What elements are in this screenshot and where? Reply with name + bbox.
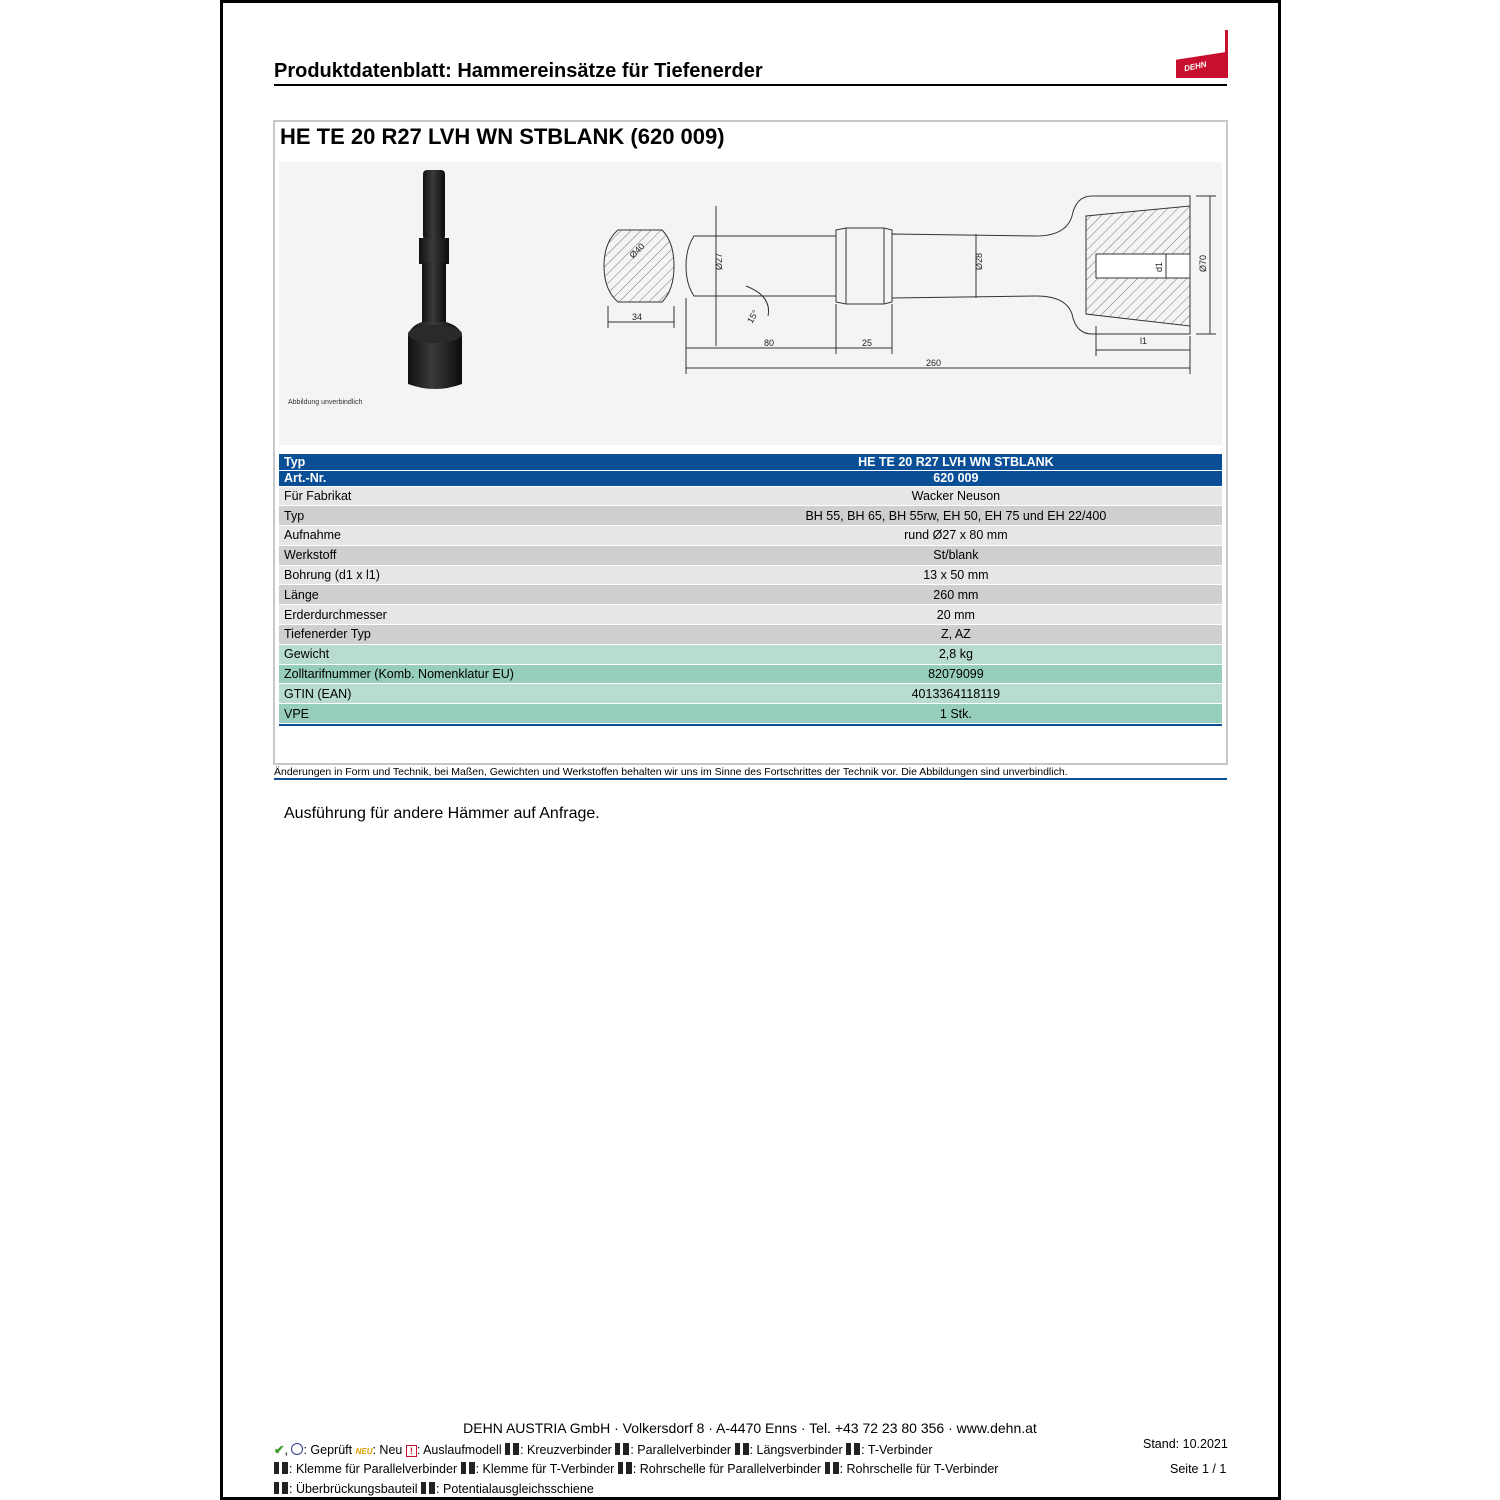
- row-value: Z, AZ: [690, 625, 1222, 645]
- table-row: [279, 704, 1222, 724]
- longitudinal-connector-icon: [735, 1443, 749, 1455]
- row-label: Werkstoff: [279, 545, 690, 565]
- note-text: Ausführung für andere Hämmer auf Anfrage.: [284, 805, 600, 822]
- row-label: Für Fabrikat: [279, 486, 690, 506]
- row-label: Aufnahme: [279, 526, 690, 546]
- legend-line-2: [274, 1462, 998, 1476]
- t-clamp-icon: [461, 1462, 475, 1474]
- header-rule: [274, 84, 1227, 86]
- table-row: [279, 565, 1222, 585]
- svg-text:Ø28: Ø28: [974, 252, 984, 270]
- product-title: HE TE 20 R27 LVH WN STBLANK (620 009): [280, 124, 725, 149]
- legend-rohr-parallel: : Rohrschelle für Parallelverbinder: [632, 1462, 822, 1476]
- svg-text:d1: d1: [1154, 261, 1164, 272]
- row-label: GTIN (EAN): [279, 684, 690, 704]
- row-label: Erderdurchmesser: [279, 605, 690, 625]
- svg-text:Ø27: Ø27: [714, 252, 724, 270]
- footer-page-number: Seite 1 / 1: [1170, 1462, 1227, 1476]
- table-row: [279, 684, 1222, 704]
- product-photo: [390, 166, 480, 398]
- legend-auslauf: : Auslaufmodell: [416, 1443, 502, 1457]
- disclaimer-text: Änderungen in Form und Technik, bei Maßen, Gewichten und Werkstoffen behalten wir uns im Sinne des Fortschrittes der Technik vor. Die Abbildungen sind unverbindlich.: [274, 766, 1068, 778]
- row-label: Gewicht: [279, 644, 690, 664]
- svg-text:15°: 15°: [745, 308, 761, 325]
- row-label: Typ: [279, 506, 690, 526]
- svg-text:25: 25: [862, 338, 873, 348]
- legend-separator: ,: [284, 1443, 288, 1457]
- image-caption: Abbildung unverbindlich: [288, 399, 363, 406]
- pipe-clamp-t-icon: [825, 1462, 839, 1474]
- row-label: Zolltarifnummer (Komb. Nomenklatur EU): [279, 664, 690, 684]
- svg-text:34: 34: [632, 312, 643, 322]
- table-row: [279, 664, 1222, 684]
- row-label: Länge: [279, 585, 690, 605]
- discontinued-icon: !: [406, 1445, 417, 1457]
- legend-laengs: : Längsverbinder: [749, 1443, 843, 1457]
- table-row: [279, 486, 1222, 506]
- svg-text:80: 80: [764, 338, 775, 348]
- legend-neu: : Neu: [372, 1443, 403, 1457]
- svg-text:l1: l1: [1140, 336, 1148, 346]
- parallel-connector-icon: [615, 1443, 629, 1455]
- legend-klemme-parallel: : Klemme für Parallelverbinder: [289, 1462, 458, 1476]
- t-connector-icon: [846, 1443, 860, 1455]
- disclaimer-rule: [274, 778, 1227, 780]
- table-row: [279, 625, 1222, 645]
- table-row: [279, 545, 1222, 565]
- footer-address: DEHN AUSTRIA GmbH · Volkersdorf 8 · A-4470 Enns · Tel. +43 72 23 80 356 · www.dehn.at: [463, 1420, 1037, 1436]
- technical-drawing: [596, 186, 1226, 378]
- row-value: 260 mm: [690, 585, 1222, 605]
- legend-klemme-t: : Klemme für T-Verbinder: [475, 1462, 615, 1476]
- equipotential-bar-icon: [421, 1482, 435, 1494]
- dehn-logo: DEHN: [1176, 30, 1228, 80]
- table-row: [279, 585, 1222, 605]
- tested-icon: [291, 1443, 303, 1455]
- row-label: Bohrung (d1 x l1): [279, 565, 690, 585]
- legend-geprueft: : Geprüft: [303, 1443, 353, 1457]
- check-icon: ✔: [274, 1443, 285, 1457]
- table-row: [279, 506, 1222, 526]
- svg-text:Ø70: Ø70: [1198, 254, 1208, 272]
- row-value: 2,8 kg: [690, 644, 1222, 664]
- bridging-component-icon: [274, 1482, 288, 1494]
- page-title: Produktdatenblatt: Hammereinsätze für Tiefenerder: [274, 60, 763, 82]
- row-value: 1 Stk.: [690, 704, 1222, 724]
- row-value: 20 mm: [690, 605, 1222, 625]
- row-value: BH 55, BH 65, BH 55rw, EH 50, EH 75 und EH 22/400: [690, 506, 1222, 526]
- row-value: 82079099: [690, 664, 1222, 684]
- cross-connector-icon: [505, 1443, 519, 1455]
- table-bottom-rule: [279, 724, 1222, 726]
- legend-line-3: [274, 1482, 594, 1496]
- legend-parallel: : Parallelverbinder: [630, 1443, 732, 1457]
- legend-t: : T-Verbinder: [861, 1443, 933, 1457]
- table-row: [279, 605, 1222, 625]
- legend-rohr-t: : Rohrschelle für T-Verbinder: [839, 1462, 999, 1476]
- header-label: Art.-Nr.: [279, 470, 690, 486]
- header-label: Typ: [279, 454, 690, 470]
- row-label: Tiefenerder Typ: [279, 625, 690, 645]
- row-value: 4013364118119: [690, 684, 1222, 704]
- footer-stand: Stand: 10.2021: [1143, 1437, 1228, 1451]
- legend-kreuz: : Kreuzverbinder: [520, 1443, 612, 1457]
- row-value: 13 x 50 mm: [690, 565, 1222, 585]
- legend-potential: : Potentialausgleichsschiene: [436, 1482, 594, 1496]
- svg-text:260: 260: [926, 358, 942, 368]
- row-value: rund Ø27 x 80 mm: [690, 526, 1222, 546]
- row-value: Wacker Neuson: [690, 486, 1222, 506]
- svg-text:Ø40: Ø40: [627, 241, 647, 261]
- row-value: St/blank: [690, 545, 1222, 565]
- parallel-clamp-icon: [274, 1462, 288, 1474]
- header-value: HE TE 20 R27 LVH WN STBLANK: [690, 454, 1222, 470]
- spec-table: [279, 454, 1222, 724]
- table-header-row: [279, 470, 1222, 486]
- row-label: VPE: [279, 704, 690, 724]
- table-row: [279, 644, 1222, 664]
- pipe-clamp-parallel-icon: [618, 1462, 632, 1474]
- new-badge-icon: NEU: [355, 1447, 373, 1456]
- table-header-row: [279, 454, 1222, 470]
- header-value: 620 009: [690, 470, 1222, 486]
- legend-ueberbrueckung: : Überbrückungsbauteil: [289, 1482, 418, 1496]
- table-row: [279, 526, 1222, 546]
- legend-line-1: [274, 1442, 933, 1457]
